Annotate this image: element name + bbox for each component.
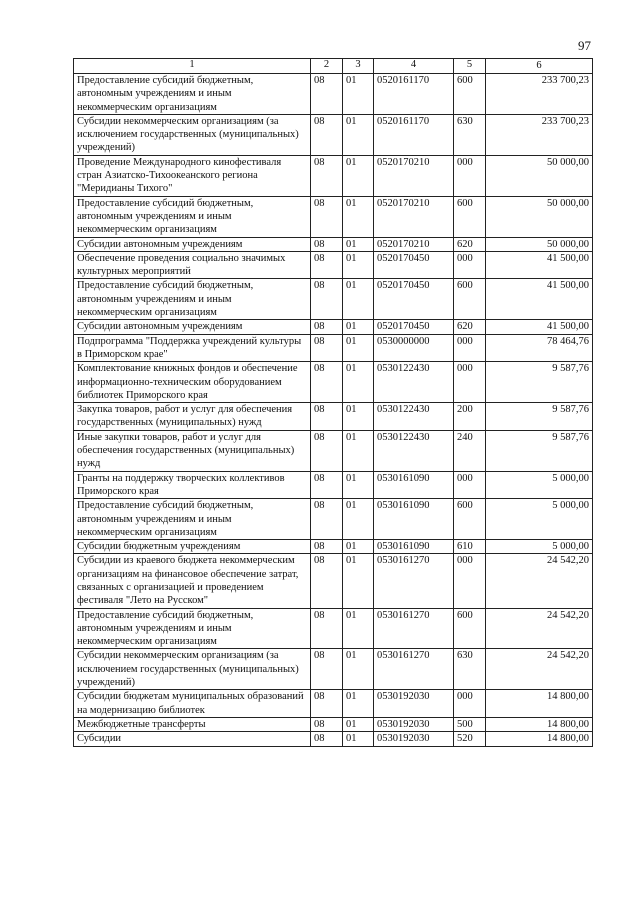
table-row	[74, 279, 593, 320]
amount-cell: 50 000,00	[486, 155, 593, 196]
expense-name-cell: Предоставление субсидий бюджетным, автономным учреждениям и иным некоммерческим организациям	[74, 74, 311, 115]
expense-type-cell: 500	[454, 717, 486, 731]
section-code-cell: 08	[311, 540, 343, 554]
expense-type-cell: 000	[454, 251, 486, 279]
target-article-cell: 0530192030	[374, 732, 454, 746]
subsection-code-cell: 01	[343, 279, 374, 320]
section-code-cell: 08	[311, 334, 343, 362]
amount-cell: 9 587,76	[486, 362, 593, 403]
subsection-code-cell: 01	[343, 430, 374, 471]
expense-name-cell: Предоставление субсидий бюджетным, автономным учреждениям и иным некоммерческим организациям	[74, 196, 311, 237]
amount-cell: 14 800,00	[486, 732, 593, 746]
target-article-cell: 0530192030	[374, 717, 454, 731]
expense-type-cell: 000	[454, 334, 486, 362]
amount-cell: 41 500,00	[486, 320, 593, 334]
subsection-code-cell: 01	[343, 362, 374, 403]
expense-name-cell: Закупка товаров, работ и услуг для обеспечения государственных (муниципальных) нужд	[74, 403, 311, 431]
table-row	[74, 732, 593, 746]
section-code-cell: 08	[311, 237, 343, 251]
subsection-code-cell: 01	[343, 74, 374, 115]
subsection-code-cell: 01	[343, 196, 374, 237]
amount-cell: 5 000,00	[486, 540, 593, 554]
table-row	[74, 320, 593, 334]
amount-cell: 9 587,76	[486, 430, 593, 471]
target-article-cell: 0530192030	[374, 690, 454, 718]
table-row	[74, 499, 593, 540]
expense-name-cell: Субсидии бюджетам муниципальных образований на модернизацию библиотек	[74, 690, 311, 718]
table-row	[74, 251, 593, 279]
target-article-cell: 0520170210	[374, 196, 454, 237]
target-article-cell: 0520170210	[374, 237, 454, 251]
table-row	[74, 471, 593, 499]
expense-type-cell: 200	[454, 403, 486, 431]
table-row	[74, 237, 593, 251]
table-row	[74, 74, 593, 115]
section-code-cell: 08	[311, 430, 343, 471]
page-number: 97	[578, 38, 591, 53]
expense-name-cell: Межбюджетные трансферты	[74, 717, 311, 731]
amount-cell: 5 000,00	[486, 471, 593, 499]
target-article-cell: 0530161090	[374, 499, 454, 540]
expense-type-cell: 600	[454, 608, 486, 649]
section-code-cell: 08	[311, 717, 343, 731]
amount-cell: 50 000,00	[486, 196, 593, 237]
expense-type-cell: 520	[454, 732, 486, 746]
expense-type-cell: 600	[454, 279, 486, 320]
amount-cell: 41 500,00	[486, 251, 593, 279]
section-code-cell: 08	[311, 251, 343, 279]
amount-cell: 233 700,23	[486, 74, 593, 115]
header-col-4: 4	[374, 59, 454, 74]
table-row	[74, 717, 593, 731]
expense-name-cell: Иные закупки товаров, работ и услуг для обеспечения государственных (муниципальных) нужд	[74, 430, 311, 471]
table-row	[74, 690, 593, 718]
table-row	[74, 554, 593, 608]
expense-name-cell: Субсидии	[74, 732, 311, 746]
amount-cell: 24 542,20	[486, 649, 593, 690]
section-code-cell: 08	[311, 554, 343, 608]
expense-type-cell: 000	[454, 471, 486, 499]
expense-name-cell: Субсидии бюджетным учреждениям	[74, 540, 311, 554]
target-article-cell: 0530161270	[374, 554, 454, 608]
amount-cell: 14 800,00	[486, 717, 593, 731]
subsection-code-cell: 01	[343, 649, 374, 690]
section-code-cell: 08	[311, 362, 343, 403]
table-row	[74, 155, 593, 196]
target-article-cell: 0520161170	[374, 74, 454, 115]
expense-type-cell: 240	[454, 430, 486, 471]
target-article-cell: 0520170450	[374, 279, 454, 320]
section-code-cell: 08	[311, 196, 343, 237]
subsection-code-cell: 01	[343, 554, 374, 608]
section-code-cell: 08	[311, 403, 343, 431]
amount-cell: 50 000,00	[486, 237, 593, 251]
amount-cell: 24 542,20	[486, 554, 593, 608]
expense-name-cell: Подпрограмма "Поддержка учреждений культуры в Приморском крае"	[74, 334, 311, 362]
amount-cell: 14 800,00	[486, 690, 593, 718]
expense-type-cell: 000	[454, 155, 486, 196]
table-row	[74, 334, 593, 362]
amount-cell: 78 464,76	[486, 334, 593, 362]
expense-type-cell: 000	[454, 362, 486, 403]
header-col-3: 3	[343, 59, 374, 74]
header-col-5: 5	[454, 59, 486, 74]
subsection-code-cell: 01	[343, 251, 374, 279]
expense-name-cell: Предоставление субсидий бюджетным, автономным учреждениям и иным некоммерческим организациям	[74, 608, 311, 649]
target-article-cell: 0520170210	[374, 155, 454, 196]
section-code-cell: 08	[311, 320, 343, 334]
subsection-code-cell: 01	[343, 608, 374, 649]
target-article-cell: 0520161170	[374, 114, 454, 155]
subsection-code-cell: 01	[343, 732, 374, 746]
target-article-cell: 0530161270	[374, 649, 454, 690]
expense-type-cell: 620	[454, 237, 486, 251]
section-code-cell: 08	[311, 499, 343, 540]
expense-type-cell: 630	[454, 649, 486, 690]
target-article-cell: 0530161270	[374, 608, 454, 649]
subsection-code-cell: 01	[343, 114, 374, 155]
target-article-cell: 0530161090	[374, 471, 454, 499]
header-col-2: 2	[311, 59, 343, 74]
budget-table	[73, 58, 593, 747]
target-article-cell: 0530122430	[374, 430, 454, 471]
section-code-cell: 08	[311, 279, 343, 320]
table-row	[74, 114, 593, 155]
expense-type-cell: 000	[454, 554, 486, 608]
table-row	[74, 608, 593, 649]
subsection-code-cell: 01	[343, 471, 374, 499]
subsection-code-cell: 01	[343, 690, 374, 718]
table-row	[74, 362, 593, 403]
expense-name-cell: Субсидии из краевого бюджета некоммерческим организациям на финансовое обеспечение затрат, связанных с организацией и проведением фестиваля "Лето на Русском"	[74, 554, 311, 608]
section-code-cell: 08	[311, 114, 343, 155]
section-code-cell: 08	[311, 471, 343, 499]
table-row	[74, 649, 593, 690]
target-article-cell: 0520170450	[374, 320, 454, 334]
expense-name-cell: Предоставление субсидий бюджетным, автономным учреждениям и иным некоммерческим организациям	[74, 499, 311, 540]
table-header-row	[74, 59, 593, 74]
expense-type-cell: 610	[454, 540, 486, 554]
section-code-cell: 08	[311, 690, 343, 718]
expense-name-cell: Субсидии некоммерческим организациям (за исключением государственных (муниципальных) учреждений)	[74, 649, 311, 690]
subsection-code-cell: 01	[343, 499, 374, 540]
subsection-code-cell: 01	[343, 717, 374, 731]
section-code-cell: 08	[311, 732, 343, 746]
expense-name-cell: Комплектование книжных фондов и обеспечение информационно-техническим оборудованием библиотек Приморского края	[74, 362, 311, 403]
subsection-code-cell: 01	[343, 237, 374, 251]
expense-type-cell: 620	[454, 320, 486, 334]
amount-cell: 9 587,76	[486, 403, 593, 431]
expense-name-cell: Субсидии некоммерческим организациям (за исключением государственных (муниципальных) учреждений)	[74, 114, 311, 155]
table-row	[74, 540, 593, 554]
target-article-cell: 0530122430	[374, 403, 454, 431]
subsection-code-cell: 01	[343, 540, 374, 554]
header-col-6: 6	[486, 59, 593, 74]
table-body	[74, 74, 593, 747]
expense-name-cell: Субсидии автономным учреждениям	[74, 320, 311, 334]
section-code-cell: 08	[311, 74, 343, 115]
section-code-cell: 08	[311, 608, 343, 649]
expense-type-cell: 600	[454, 74, 486, 115]
expense-name-cell: Субсидии автономным учреждениям	[74, 237, 311, 251]
subsection-code-cell: 01	[343, 320, 374, 334]
expense-name-cell: Предоставление субсидий бюджетным, автономным учреждениям и иным некоммерческим организациям	[74, 279, 311, 320]
amount-cell: 41 500,00	[486, 279, 593, 320]
target-article-cell: 0530000000	[374, 334, 454, 362]
table-row	[74, 430, 593, 471]
target-article-cell: 0530122430	[374, 362, 454, 403]
expense-name-cell: Гранты на поддержку творческих коллективов Приморского края	[74, 471, 311, 499]
expense-type-cell: 630	[454, 114, 486, 155]
section-code-cell: 08	[311, 649, 343, 690]
expense-type-cell: 600	[454, 499, 486, 540]
amount-cell: 5 000,00	[486, 499, 593, 540]
table-row	[74, 403, 593, 431]
target-article-cell: 0520170450	[374, 251, 454, 279]
subsection-code-cell: 01	[343, 334, 374, 362]
expense-name-cell: Проведение Международного кинофестиваля стран Азиатско-Тихоокеанского региона "Меридианы Тихого"	[74, 155, 311, 196]
expense-type-cell: 000	[454, 690, 486, 718]
expense-name-cell: Обеспечение проведения социально значимых культурных мероприятий	[74, 251, 311, 279]
amount-cell: 233 700,23	[486, 114, 593, 155]
subsection-code-cell: 01	[343, 403, 374, 431]
table-row	[74, 196, 593, 237]
section-code-cell: 08	[311, 155, 343, 196]
target-article-cell: 0530161090	[374, 540, 454, 554]
subsection-code-cell: 01	[343, 155, 374, 196]
expense-type-cell: 600	[454, 196, 486, 237]
amount-cell: 24 542,20	[486, 608, 593, 649]
header-col-1: 1	[74, 59, 311, 74]
